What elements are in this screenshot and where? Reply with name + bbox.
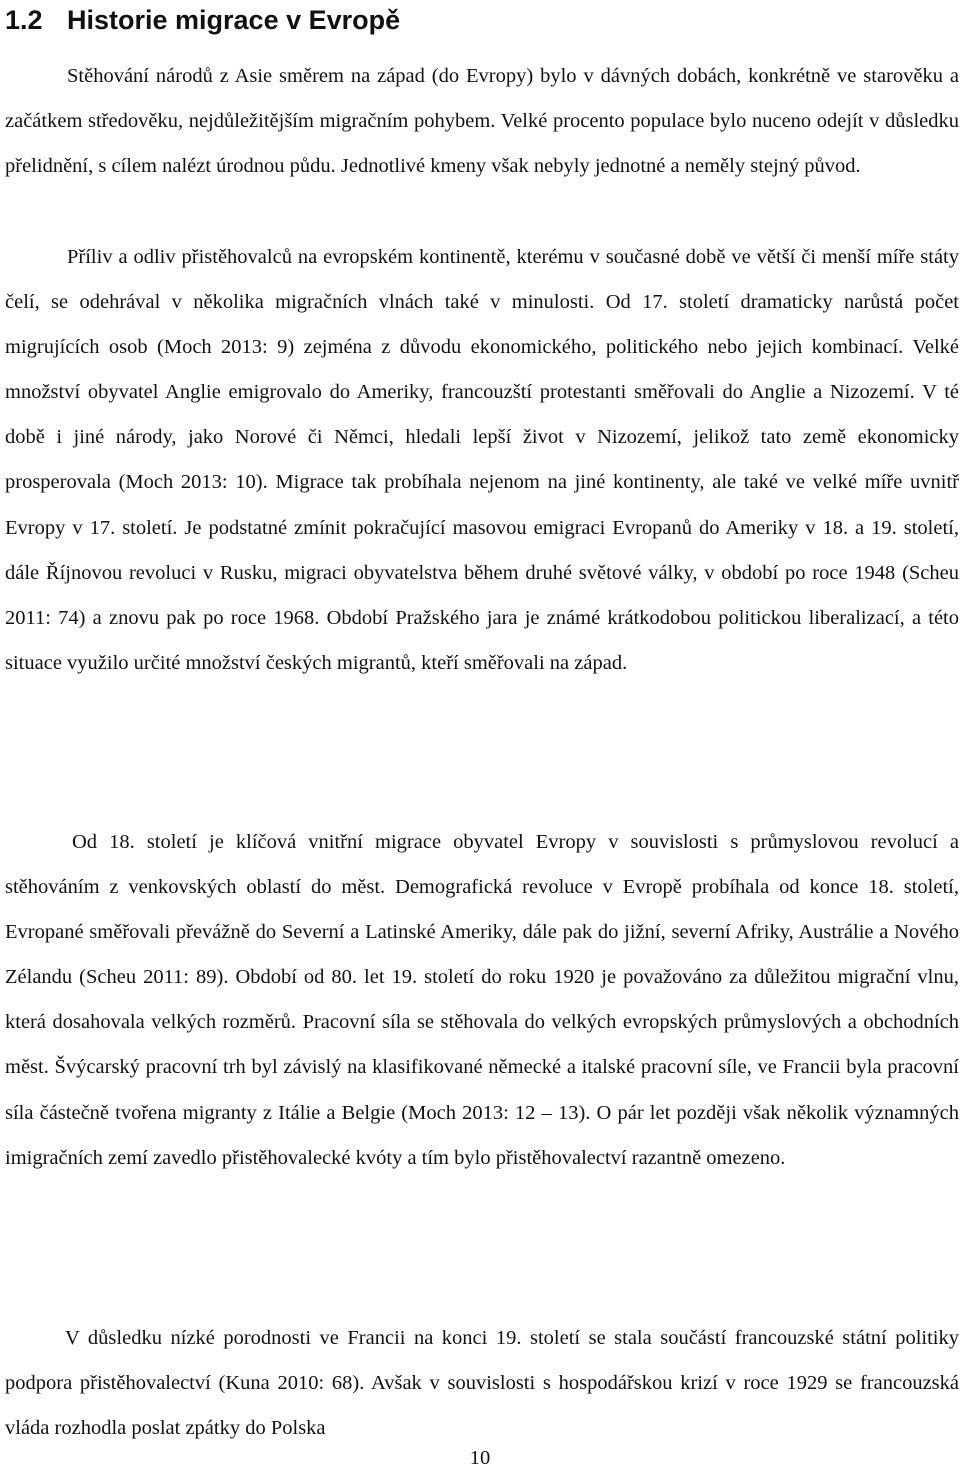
- paragraph-1: Stěhování národů z Asie směrem na západ (do Evropy) bylo v dávných dobách, konkrétně ve starověku a začátkem středověku, nejdůležitějším migračním pohybem. Velké procento populace bylo nuceno odejít v důsledku přelidnění, s cílem nalézt úrodnou půdu. Jednotlivé kmeny však nebyly jednotné a neměly stejný původ.: [5, 65, 959, 178]
- paragraph-3: Od 18. století je klíčová vnitřní migrace obyvatel Evropy v souvislosti s průmyslovou revolucí a stěhováním z venkovských oblastí do měst. Demografická revoluce v Evropě probíhala od konce 18. století, Evropané směřovali převážně do Severní a Latinské Ameriky, dále pak do jižní, severní Afriky, Austrálie a Nového Zélandu (Scheu 2011: 89). Období od 80. let 19. století do roku 1920 je považováno za důležitou migrační vlnu, která dosahovala velkých rozměrů. Pracovní síla se stěhovala do velkých evropských průmyslových a obchodních měst. Švýcarský pracovní trh byl závislý na klasifikované německé a italské pracovní síle, ve Francii byla pracovní síla částečně tvořena migranty z Itálie a Belgie (Moch 2013: 12 – 13). O pár let později však několik významných imigračních zemí zavedlo přistěhovalecké kvóty a tím bylo přistěhovalectví razantně omezeno.: [5, 831, 959, 1169]
- section-number: 1.2: [5, 5, 43, 35]
- section-heading: [5, 2, 400, 38]
- page-number: 10: [469, 1447, 491, 1469]
- paragraph-2: Příliv a odliv přistěhovalců na evropském kontinentě, kterému v současné době ve větší či menší míře státy čelí, se odehrával v několika migračních vlnách také v minulosti. Od 17. století dramaticky narůstá počet migrujících osob (Moch 2013: 9) zejména z důvodu ekonomického, politického nebo jejich kombinací. Velké množství obyvatel Anglie emigrovalo do Ameriky, francouzští protestanti směřovali do Anglie a Nizozemí. V té době i jiné národy, jako Norové či Němci, hledali lepší život v Nizozemí, jelikož tato země ekonomicky prosperovala (Moch 2013: 10). Migrace tak probíhala nejenom na jiné kontinenty, ale také ve velké míře uvnitř Evropy v 17. století. Je podstatné zmínit pokračující masovou emigraci Evropanů do Ameriky v 18. a 19. století, dále Říjnovou revoluci v Rusku, migraci obyvatelstva během druhé světové války, v období po roce 1948 (Scheu 2011: 74) a znovu pak po roce 1968. Období Pražského jara je známé krátkodobou politickou liberalizací, a této situace využilo určité množství českých migrantů, kteří směřovali na západ.: [5, 246, 959, 674]
- paragraph-4: V důsledku nízké porodnosti ve Francii na konci 19. století se stala součástí francouzské státní politiky podpora přistěhovalectví (Kuna 2010: 68). Avšak v souvislosti s hospodářskou krizí v roce 1929 se francouzská vláda rozhodla poslat zpátky do Polska: [5, 1327, 959, 1440]
- section-title: Historie migrace v Evropě: [67, 5, 401, 35]
